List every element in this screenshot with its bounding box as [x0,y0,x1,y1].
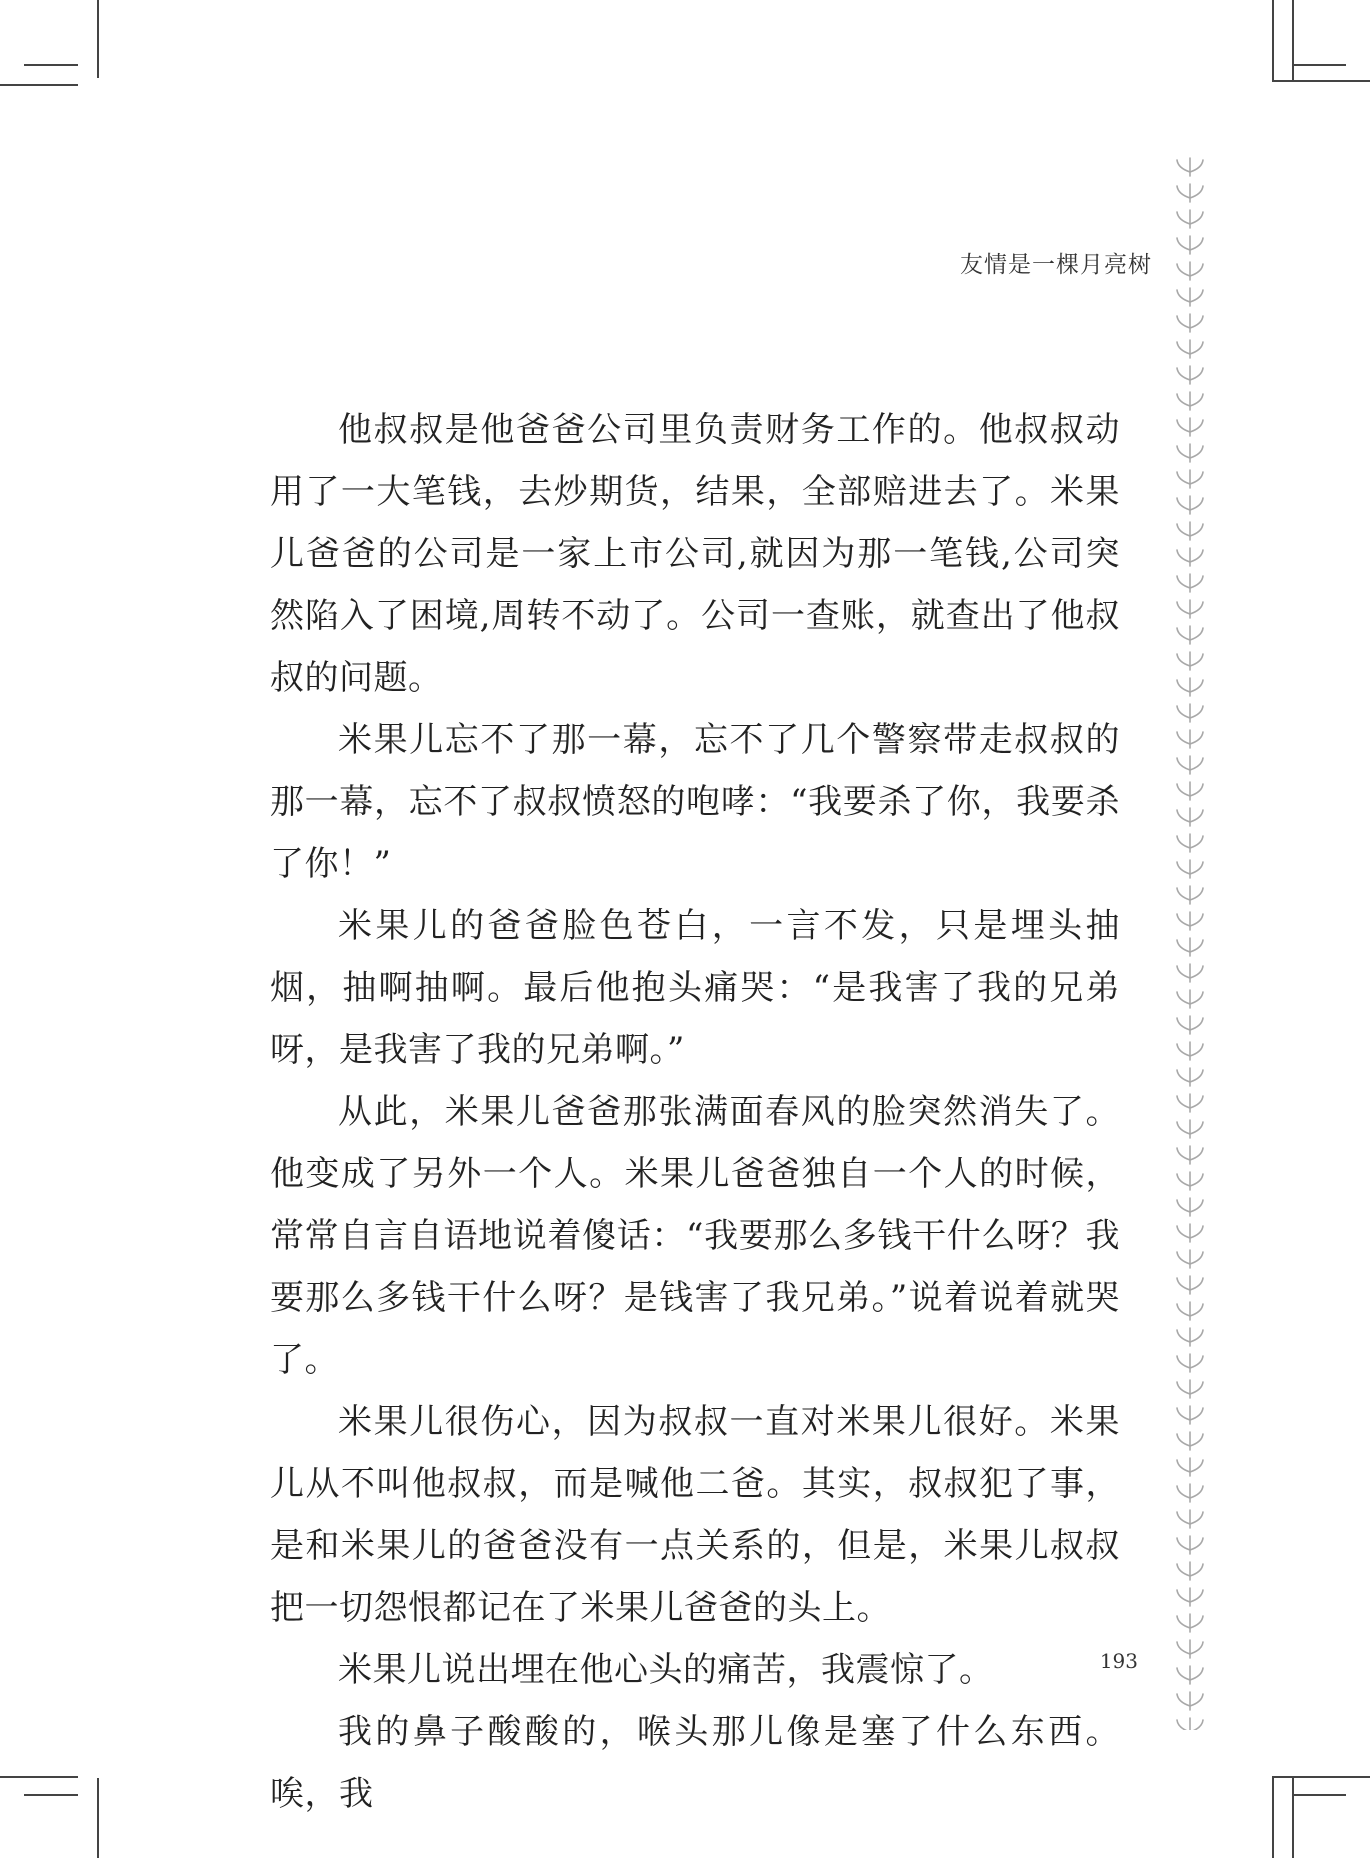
vine-leaf [1190,394,1203,406]
vine-leaf [1177,1538,1190,1550]
vine-leaf [1177,524,1190,536]
vine-leaf [1177,992,1190,1004]
vine-leaf [1190,1330,1203,1342]
vine-leaf [1177,1148,1190,1160]
vine-leaf [1177,1044,1190,1056]
vine-leaf [1190,992,1203,1004]
vine-leaf [1190,524,1203,536]
vine-leaf [1177,290,1190,302]
vine-leaf [1190,862,1203,874]
vine-leaf [1190,706,1203,718]
vine-leaf [1190,1642,1203,1654]
vine-leaf [1177,1694,1190,1706]
vine-leaf [1190,342,1203,354]
vine-leaf [1177,680,1190,692]
vine-leaf [1190,758,1203,770]
vine-leaf [1177,1252,1190,1264]
vine-leaf [1190,810,1203,822]
vine-leaf [1177,966,1190,978]
vine-leaf [1190,446,1203,458]
vine-leaf [1177,1668,1190,1680]
vine-leaf [1190,1018,1203,1030]
vine-leaf [1177,758,1190,770]
vine-leaf [1190,1486,1203,1498]
vine-leaf [1177,1408,1190,1420]
vine-leaf [1177,914,1190,926]
paragraph: 我的鼻子酸酸的，喉头那儿像是塞了什么东西。唉，我 [270,1712,1120,1814]
vine-leaf [1190,316,1203,328]
vine-leaf [1190,1616,1203,1628]
vine-leaf [1190,602,1203,614]
vine-leaf [1177,1070,1190,1082]
vine-leaf [1190,472,1203,484]
running-header-title: 友情是一棵月亮树 [960,252,1152,278]
vine-leaf [1190,654,1203,666]
page-number: 193 [1099,1649,1138,1673]
vine-leaf [1190,1200,1203,1212]
vine-leaf [1177,498,1190,510]
vine-leaf [1177,1434,1190,1446]
vine-leaf [1177,706,1190,718]
vine-leaf [1190,212,1203,224]
vine-leaf [1190,1408,1203,1420]
leaf-vine-icon [1170,150,1210,1730]
vine-leaf [1177,1460,1190,1472]
vine-leaf [1190,498,1203,510]
vine-leaf [1190,1070,1203,1082]
vine-leaf [1177,836,1190,848]
vine-leaf [1190,1278,1203,1290]
vine-leaf [1177,1122,1190,1134]
vine-leaf [1177,368,1190,380]
vine-leaf [1190,914,1203,926]
vine-leaf [1177,1720,1190,1730]
vine-leaf [1177,888,1190,900]
vine-leaf [1190,238,1203,250]
vine-leaf [1177,1174,1190,1186]
vine-leaf [1177,602,1190,614]
vine-leaf [1190,888,1203,900]
vine-leaf [1177,186,1190,198]
vine-leaf [1190,1356,1203,1368]
vine-leaf [1190,1564,1203,1576]
vine-leaf [1190,576,1203,588]
vine-leaf [1190,1590,1203,1602]
vine-leaf [1177,1330,1190,1342]
vine-leaf [1177,1278,1190,1290]
vine-leaf [1190,1382,1203,1394]
vine-leaf [1177,1018,1190,1030]
vine-leaf [1177,446,1190,458]
vine-leaf [1190,784,1203,796]
vine-leaf [1177,550,1190,562]
paragraph: 米果儿说出埋在他心头的痛苦，我震惊了。 [338,1650,994,1690]
vine-leaf [1177,810,1190,822]
vine-leaf [1177,420,1190,432]
vine-leaf [1190,1538,1203,1550]
vine-leaf [1177,1304,1190,1316]
paragraph: 米果儿很伤心，因为叔叔一直对米果儿很好。米果儿从不叫他叔叔，而是喊他二爸。其实，叔叔犯了事，是和米果儿的爸爸没有一点关系的，但是，米果儿叔叔把一切怨恨都记在了米果儿爸爸的头上。 [270,1402,1120,1628]
vine-leaf [1177,862,1190,874]
paragraph: 从此，米果儿爸爸那张满面春风的脸突然消失了。他变成了另外一个人。米果儿爸爸独自一个人的时候，常常自言自语地说着傻话：“我要那么多钱干什么呀？我要那么多钱干什么呀？是钱害了我兄弟。”说着说着就哭了。 [270,1092,1120,1380]
vine-leaf [1177,1096,1190,1108]
vine-leaf [1190,680,1203,692]
vine-leaf [1190,420,1203,432]
vine-leaf [1190,1044,1203,1056]
vine-leaf [1190,836,1203,848]
vine-leaf [1177,628,1190,640]
vine-leaf [1190,1148,1203,1160]
vine-leaf [1190,1226,1203,1238]
vine-leaf [1177,1382,1190,1394]
vine-leaf [1190,732,1203,744]
vine-leaf [1177,1200,1190,1212]
vine-leaf [1190,628,1203,640]
vine-leaf [1177,1486,1190,1498]
vine-leaf [1190,1252,1203,1264]
vine-leaf [1177,732,1190,744]
vine-leaf [1177,1590,1190,1602]
vine-leaf [1177,472,1190,484]
vine-leaf [1177,576,1190,588]
vine-leaf [1177,160,1190,172]
vine-leaf [1190,1460,1203,1472]
paragraph: 他叔叔是他爸爸公司里负责财务工作的。他叔叔动用了一大笔钱，去炒期货，结果，全部赔进去了。米果儿爸爸的公司是一家上市公司,就因为那一笔钱,公司突然陷入了困境,周转不动了。公司一查账，就查出了他叔叔的问题。 [270,410,1120,698]
paragraph: 米果儿忘不了那一幕，忘不了几个警察带走叔叔的那一幕，忘不了叔叔愤怒的咆哮：“我要杀了你，我要杀了你！” [270,720,1120,884]
body-text [270,399,1120,1825]
vine-leaf [1190,550,1203,562]
vine-leaf [1190,264,1203,276]
vine-leaf [1177,1512,1190,1524]
vine-leaf [1190,1694,1203,1706]
vine-leaf [1177,1564,1190,1576]
vine-leaf [1177,1642,1190,1654]
vine-leaf [1177,1226,1190,1238]
vine-leaf [1190,1122,1203,1134]
vine-leaf [1190,290,1203,302]
vine-leaf [1177,212,1190,224]
vine-leaf [1190,186,1203,198]
vine-leaf [1190,1668,1203,1680]
vine-leaf [1190,1434,1203,1446]
vine-leaf [1177,940,1190,952]
vine-leaf [1177,264,1190,276]
vine-leaf [1190,966,1203,978]
vine-leaf [1190,1174,1203,1186]
vine-leaf [1177,342,1190,354]
vine-leaf [1190,1512,1203,1524]
vine-leaf [1190,1720,1203,1730]
vine-leaf [1177,654,1190,666]
vine-leaf [1190,1096,1203,1108]
vine-leaf [1177,316,1190,328]
vine-leaf [1190,160,1203,172]
vine-leaf [1177,394,1190,406]
vine-leaf [1177,238,1190,250]
paragraph: 米果儿的爸爸脸色苍白，一言不发，只是埋头抽烟，抽啊抽啊。最后他抱头痛哭：“是我害了我的兄弟呀，是我害了我的兄弟啊。” [270,906,1120,1070]
vine-leaf [1190,940,1203,952]
vine-leaf [1177,784,1190,796]
vine-leaf [1177,1616,1190,1628]
vine-leaf [1190,368,1203,380]
vine-leaf [1177,1356,1190,1368]
vine-leaf [1190,1304,1203,1316]
